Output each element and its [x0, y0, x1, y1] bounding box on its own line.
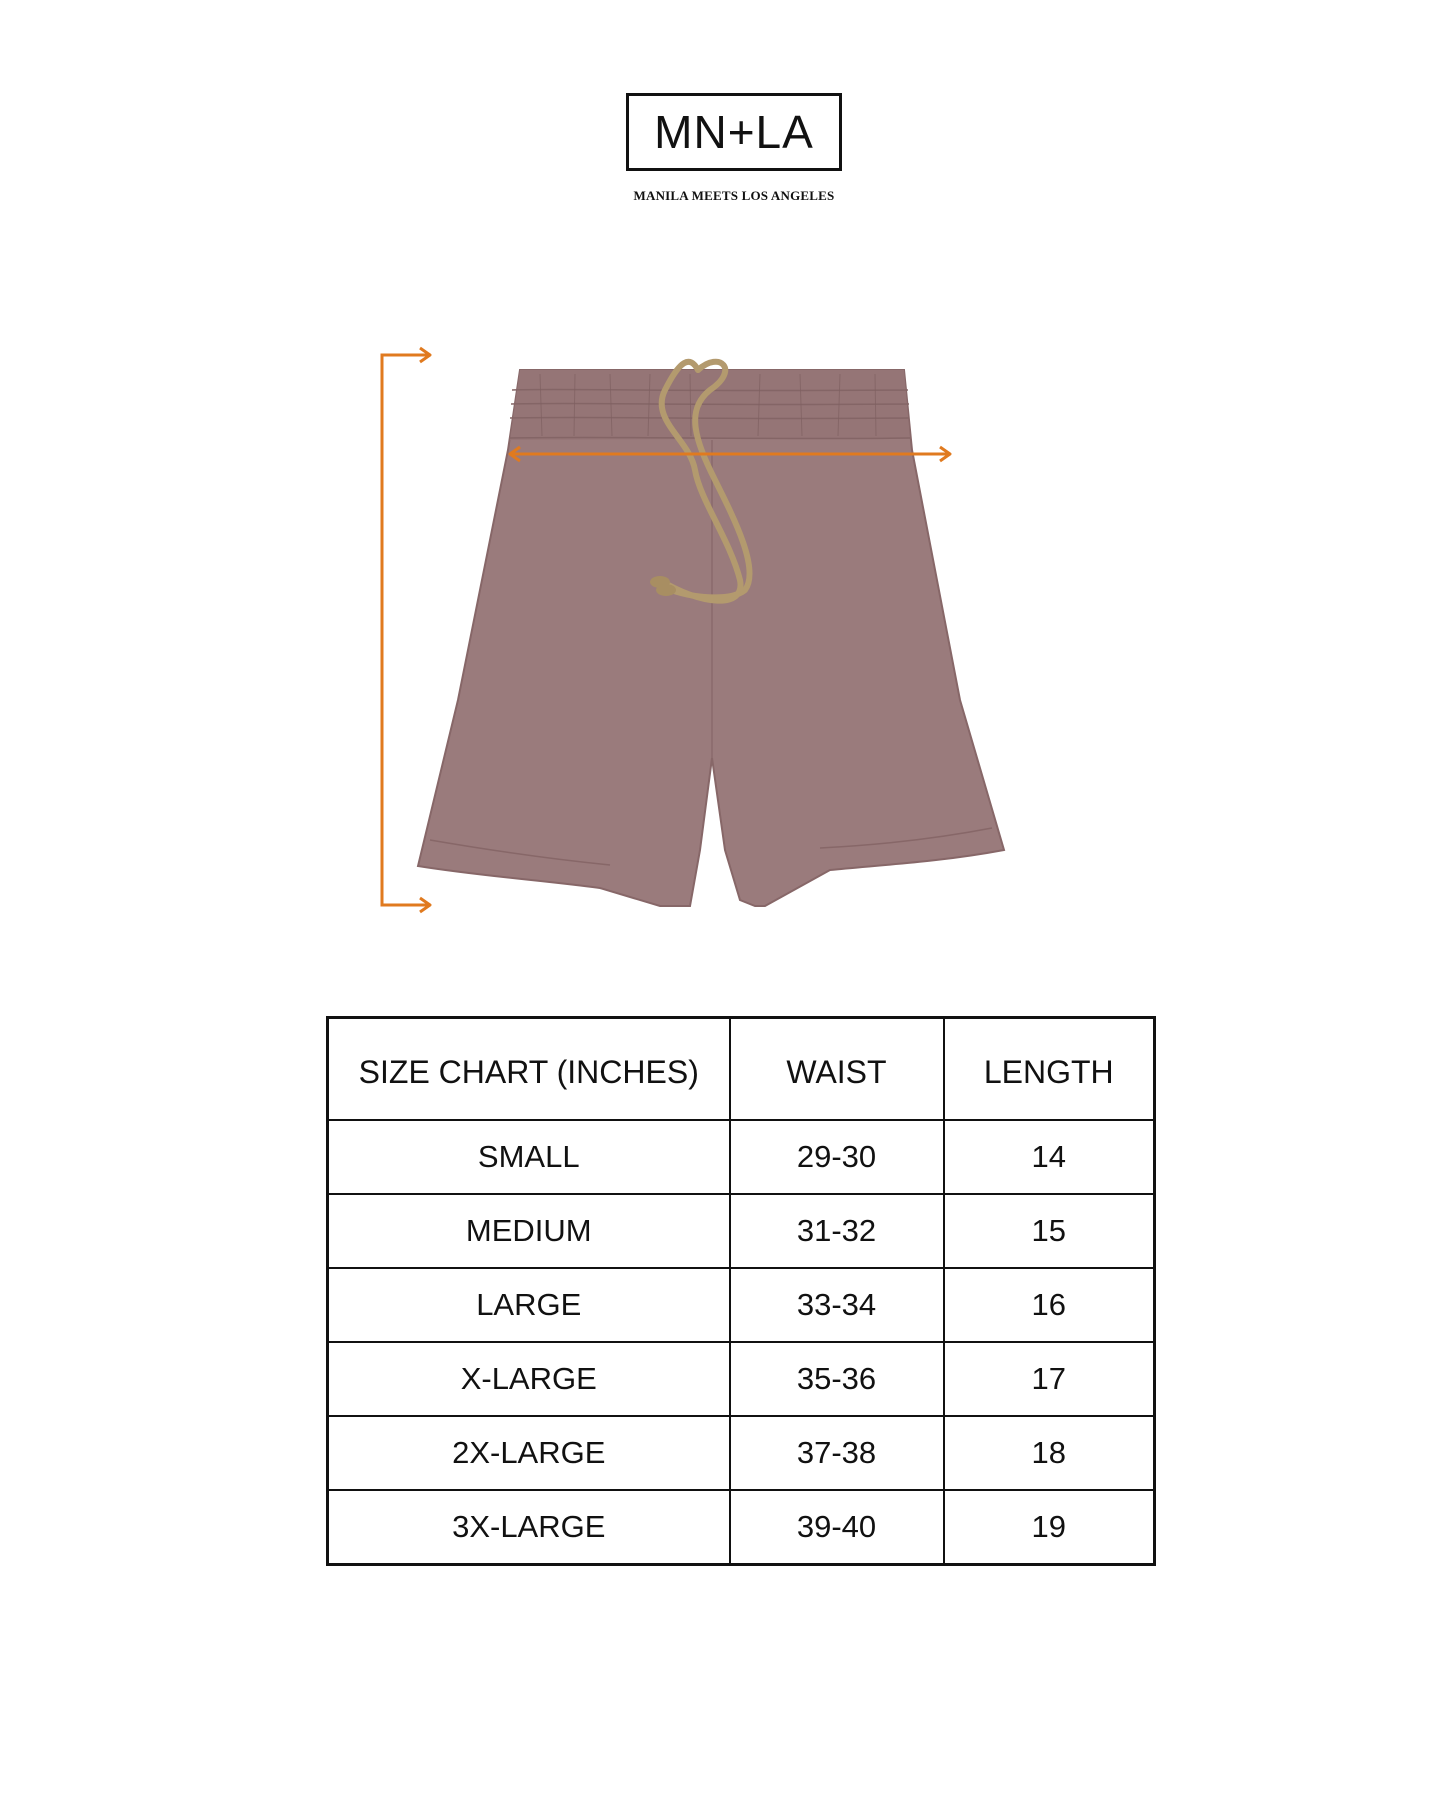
length-cell: 18	[944, 1416, 1155, 1490]
length-cell: 16	[944, 1268, 1155, 1342]
size-chart-header-length: LENGTH	[944, 1018, 1155, 1121]
length-cell: 19	[944, 1490, 1155, 1565]
size-cell: 3X-LARGE	[328, 1490, 730, 1565]
table-row	[328, 1268, 1155, 1342]
size-cell: X-LARGE	[328, 1342, 730, 1416]
brand-logo	[626, 93, 842, 171]
table-row	[328, 1490, 1155, 1565]
brand-logo-mark: MN+LA	[654, 106, 814, 158]
brand-tagline: MANILA MEETS LOS ANGELES	[633, 188, 835, 203]
table-row	[328, 1120, 1155, 1194]
table-row	[328, 1416, 1155, 1490]
length-arrow-icon	[382, 348, 430, 912]
waist-cell: 39-40	[730, 1490, 944, 1565]
size-cell: MEDIUM	[328, 1194, 730, 1268]
table-row	[328, 1194, 1155, 1268]
table-row	[328, 1342, 1155, 1416]
size-chart-table	[326, 1016, 1156, 1566]
size-cell: 2X-LARGE	[328, 1416, 730, 1490]
length-cell: 17	[944, 1342, 1155, 1416]
size-cell: SMALL	[328, 1120, 730, 1194]
size-chart-header-waist: WAIST	[730, 1018, 944, 1121]
waist-cell: 35-36	[730, 1342, 944, 1416]
waist-cell: 29-30	[730, 1120, 944, 1194]
size-chart-header-row	[328, 1018, 1155, 1121]
length-cell: 14	[944, 1120, 1155, 1194]
waist-cell: 37-38	[730, 1416, 944, 1490]
product-figure-svg	[360, 340, 1100, 920]
size-chart-header-size: SIZE CHART (INCHES)	[328, 1018, 730, 1121]
shorts-image	[418, 362, 1004, 906]
waist-cell: 33-34	[730, 1268, 944, 1342]
length-cell: 15	[944, 1194, 1155, 1268]
product-figure	[360, 340, 1100, 920]
waist-cell: 31-32	[730, 1194, 944, 1268]
size-cell: LARGE	[328, 1268, 730, 1342]
